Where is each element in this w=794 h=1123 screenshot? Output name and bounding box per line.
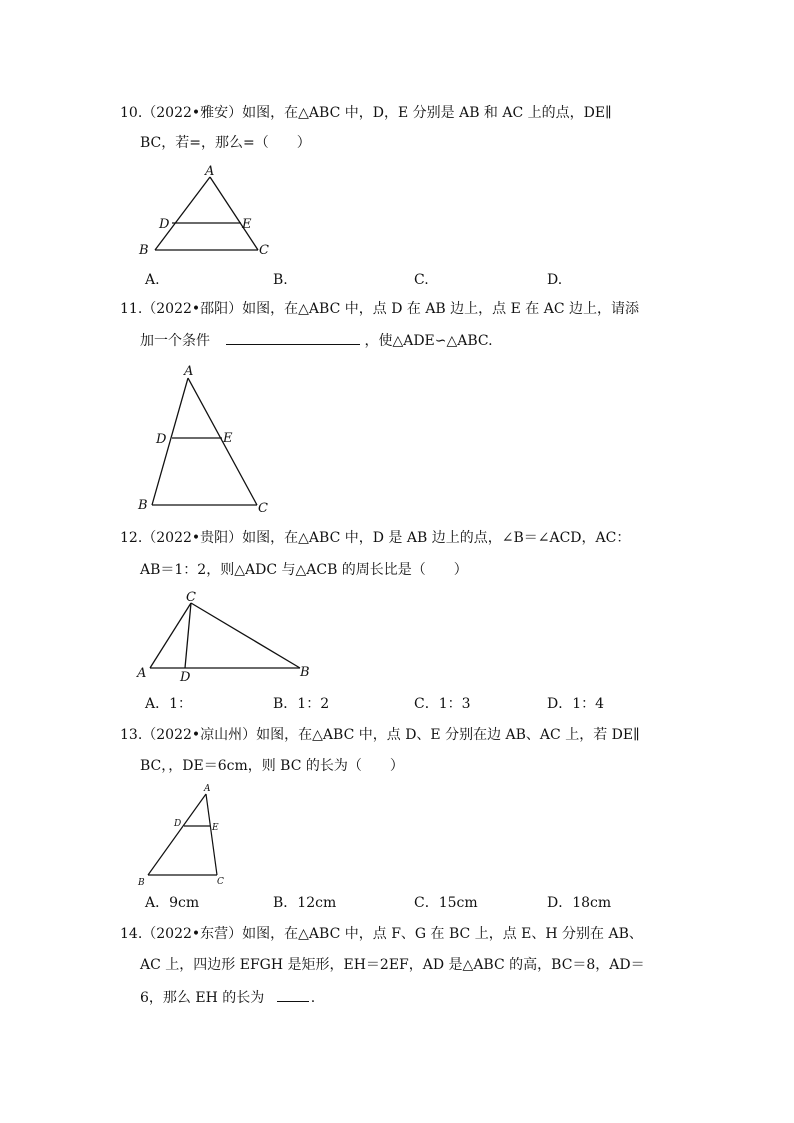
q14-line3-prefix: 6，那么 EH 的长为 (140, 990, 265, 1006)
q13-label-e: E (212, 823, 219, 833)
q14-line3 (140, 987, 315, 1008)
q10-option-d[interactable]: D. (547, 272, 563, 288)
q10-label-d: D (159, 217, 170, 232)
q10-option-c[interactable]: C. (414, 272, 429, 288)
q10-label-b: B (139, 243, 149, 258)
q14-line3-suffix: . (310, 990, 316, 1006)
q12-option-a[interactable]: A．1： (145, 696, 193, 712)
q14-answer-blank[interactable] (277, 987, 309, 1002)
q12-label-a: A (137, 666, 147, 681)
q13-option-b[interactable]: B．12cm (273, 895, 337, 911)
q11-label-c: C (258, 501, 268, 516)
q13-side-ab (148, 794, 206, 875)
q12-label-c: C (186, 590, 196, 605)
q12-line2: AB＝1：2，则△ADC 与△ACB 的周长比是（ ） (140, 562, 468, 578)
q13-label-c: C (217, 877, 224, 887)
q12-label-b: B (300, 665, 310, 680)
q10-label-e: E (242, 217, 252, 232)
q13-line1: 13.（2022•凉山州）如图，在△ABC 中，点 D、E 分别在边 AB、AC 上，若 DE∥ (120, 727, 640, 743)
q12-line1: 12.（2022•贵阳）如图，在△ABC 中，D 是 AB 边上的点，∠B＝∠ACD，AC： (120, 530, 631, 546)
q13-side-ac (206, 794, 217, 875)
q11-label-a: A (184, 364, 194, 379)
q10-line2: BC，若=，那么=（ ） (140, 135, 311, 151)
q13-option-a[interactable]: A．9cm (145, 895, 200, 911)
q13-line2: BC，，DE＝6cm，则 BC 的长为（ ） (140, 758, 404, 774)
q13-label-b: B (138, 878, 145, 888)
q12-option-c[interactable]: C．1：3 (414, 696, 471, 712)
q10-label-a: A (205, 164, 215, 179)
q12-label-d: D (180, 670, 191, 685)
q11-line2-prefix: 加一个条件 (140, 333, 210, 349)
q13-label-d: D (174, 819, 182, 829)
q13-option-d[interactable]: D．18cm (547, 895, 612, 911)
q10-option-b[interactable]: B. (273, 272, 288, 288)
q12-option-d[interactable]: D．1：4 (547, 696, 605, 712)
q11-label-b: B (138, 498, 148, 513)
q10-label-c: C (259, 243, 269, 258)
q10-option-a[interactable]: A. (145, 272, 160, 288)
q10-line1: 10.（2022•雅安）如图，在△ABC 中，D，E 分别是 AB 和 AC 上的点，DE∥ (120, 105, 612, 121)
q11-line1: 11.（2022•邵阳）如图，在△ABC 中，点 D 在 AB 边上，点 E 在 AC 边上，请添 (120, 301, 640, 317)
q14-line2: AC 上，四边形 EFGH 是矩形，EH＝2EF，AD 是△ABC 的高，BC＝8，AD＝ (140, 957, 645, 973)
q12-option-b[interactable]: B．1：2 (273, 696, 330, 712)
q11-label-d: D (156, 432, 167, 447)
q11-line2-suffix: ，使△ADE∽△ABC. (364, 333, 493, 349)
q14-line1: 14.（2022•东营）如图，在△ABC 中，点 F、G 在 BC 上，点 E、H 分别在 AB、 (120, 926, 643, 942)
q13-label-a: A (204, 784, 211, 794)
q13-option-c[interactable]: C．15cm (414, 895, 478, 911)
q11-label-e: E (223, 431, 233, 446)
